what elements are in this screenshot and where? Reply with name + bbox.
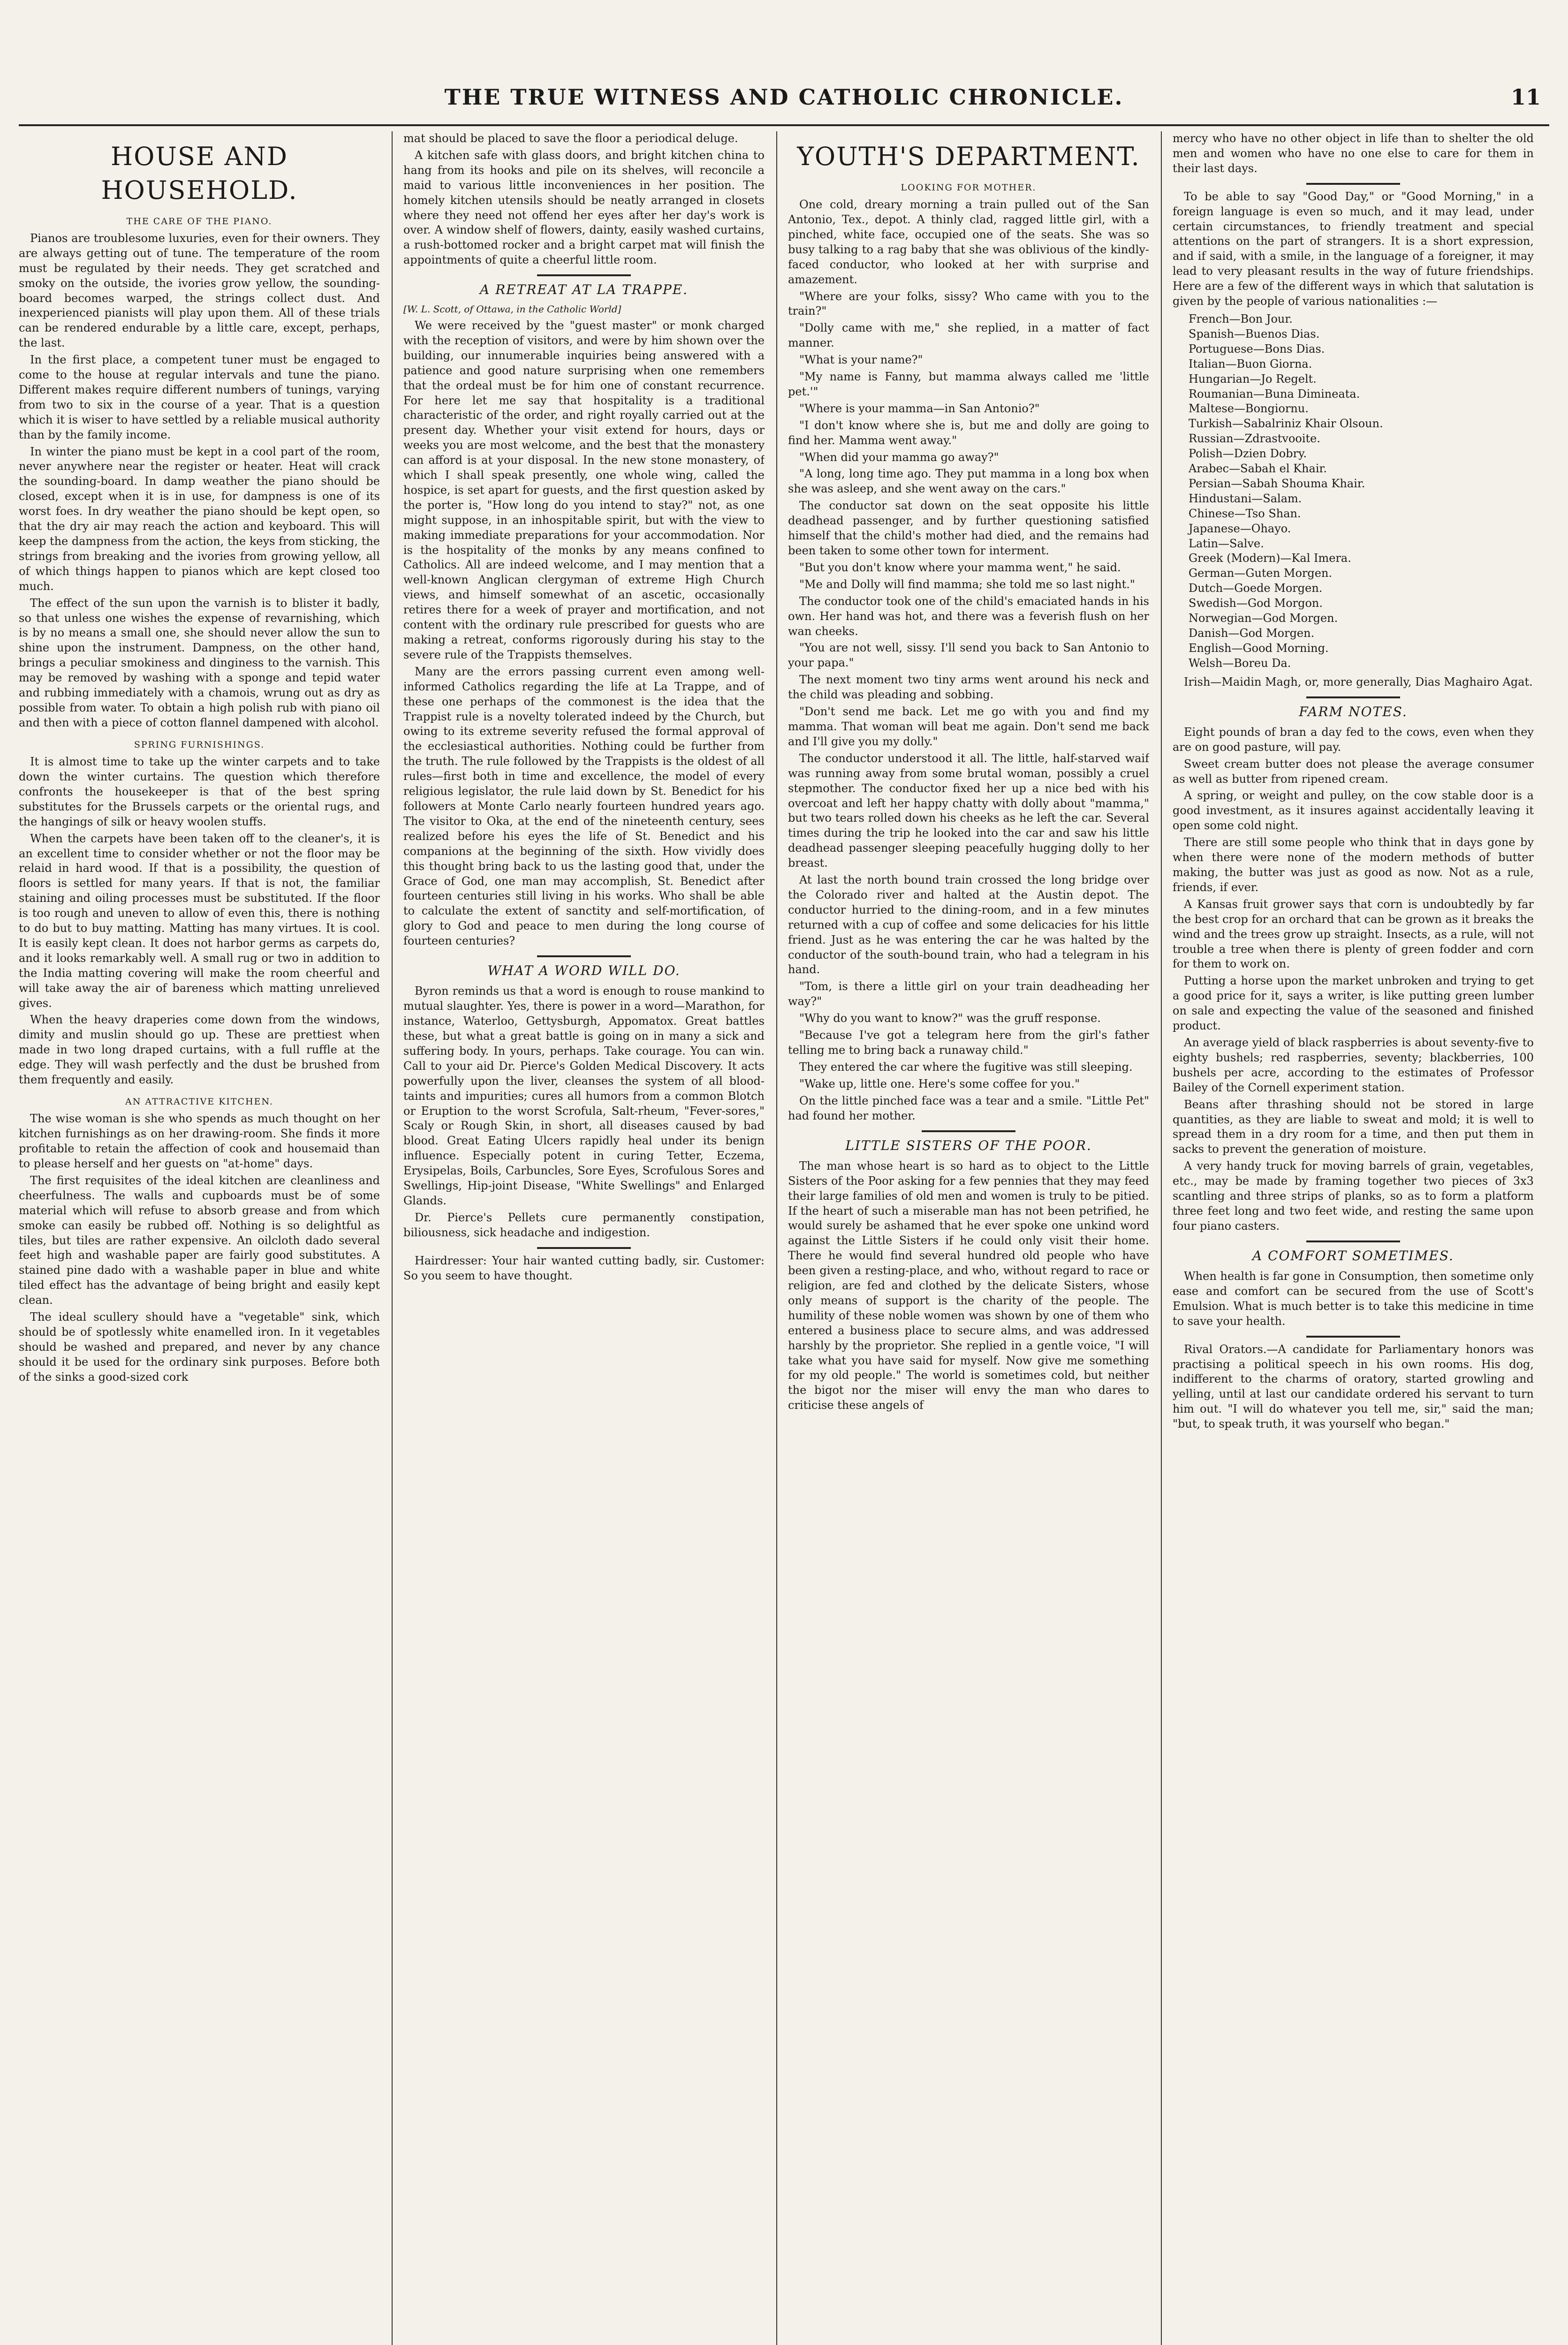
list-item: Danish—God Morgen. [1189, 627, 1315, 640]
paragraph: Hairdresser: Your hair wanted cutting badly, sir. Customer: So you seem to have thought. [403, 1254, 765, 1282]
article-title: FARM NOTES. [1299, 704, 1408, 719]
paragraph: Many are the errors passing current even among well-informed Catholics regarding the life at La Trappe, and of these one perhaps of the commonest is the idea that the Trappist rule is a novelty tolerated indeed by the Church, but owing to its extreme severity refused the formal approval of the ecclesiastical authorities. Nothing could be further from the truth. The rule followed by the Trappists is the oldest of all rules—first both in time and excellence, the model of every religious legislator, the rule laid down by St. Benedict for his followers at Monte Carlo nearly fourteen hundred years ago. The visitor to Oka, at the end of the nineteenth century, sees realized before his eyes the life of St. Benedict and his companions at the beginning of the sixth. How vividly does this thought bring back to us the lasting good that, under the Grace of God, one man may accomplish, St. Benedict after fourteen centuries still living in his works. Who shall be able to calculate the extent of sanctity and self-mortification, of glory to God and peace to men during the long course of fourteen centuries? [403, 665, 765, 948]
paragraph: Dr. Pierce's Pellets cure permanently constipation, biliousness, sick headache and indigestion. [403, 1210, 765, 1239]
paragraph: A spring, or weight and pulley, on the cow stable door is a good investment, as it insures against accidentally leaving it open some cold night. [1173, 789, 1534, 832]
paragraph: A Kansas fruit grower says that corn is undoubtedly by far the best crop for an orchard that can be grown as it breaks the wind and the trees grow up straight. Insects, as a rule, will not trouble a tree when there is plenty of green fodder and corn for them to work on. [1173, 897, 1534, 971]
list-item: Hindustani—Salam. [1189, 492, 1302, 505]
article-title: A COMFORT SOMETIMES. [1252, 1248, 1454, 1263]
paragraph: "Because I've got a telegram here from the girl's father telling me to bring back a runaway child." [788, 1029, 1149, 1057]
paragraph: "Where is your mamma—in San Antonio?" [799, 401, 1040, 415]
article-title: LITTLE SISTERS OF THE POOR. [845, 1137, 1092, 1153]
list-item: Dutch—Goede Morgen. [1189, 582, 1323, 595]
paragraph: Pianos are troublesome luxuries, even for their owners. They are always getting out of tune. The temperature of the room must be regulated by their needs. They get scratched and smoky on the outside, the ivories grow yellow, the sounding-board becomes warped, the strings collect dust. And inexperienced pianists will play upon them. All of these trials can be rendered endurable by a little care, except, perhaps, the last. [19, 231, 380, 350]
paragraph: The wise woman is she who spends as much thought on her kitchen furnishings as on her drawing-room. She finds it more profitable to retain the affection of cook and housemaid than to please herself and her guests on "at-home" days. [19, 1112, 380, 1170]
list-item: Portuguese—Bons Dias. [1189, 342, 1325, 356]
paragraph: "Don't send me back. Let me go with you and find my mamma. That woman will beat me again. Don't send me back and I'll give you my dolly." [788, 705, 1149, 748]
paragraph: The next moment two tiny arms went around his neck and the child was pleading and sobbing. [788, 673, 1149, 702]
paragraph: The ideal scullery should have a "vegetable" sink, which should be of spotlessly white enamelled iron. In it vegetables should be washed and prepared, and never by any chance should it be used for the ordinary sink purposes. Before both of the sinks a good-sized cork [19, 1310, 380, 1384]
paragraph: When the carpets have been taken off to the cleaner's, it is an excellent time to consider whether or not the floor may be relaid in hard wood. If that is a possibility, the question of floors is settled for many years. If that is not, the familiar staining and oiling processes must be substituted. If the floor is too rough and uneven to allow of even this, there is nothing to do but to buy matting. Matting has many virtues. It is cool. It is easily kept clean. It does not harbor germs as carpets do, and it looks remarkably well. A small rug or two in addition to the India matting covering will make the room cheerful and will take away the air of bareness which matting unrelieved gives. [19, 832, 380, 1010]
article-title: SPRING FURNISHINGS. [134, 739, 265, 750]
paragraph: When health is far gone in Consumption, then sometime only ease and comfort can be secured from the use of Scott's Emulsion. What is much better is to take this medicine in time to save your health. [1173, 1270, 1534, 1328]
column-divider [392, 131, 393, 2345]
article-title: AN ATTRACTIVE KITCHEN. [125, 1097, 273, 1107]
list-item: Japanese—Ohayo. [1189, 522, 1291, 535]
list-item: Hungarian—Jo Regelt. [1189, 372, 1317, 386]
paragraph: An average yield of black raspberries is about seventy-five to eighty bushels; red raspberries, seventy; blackberries, 100 bushels per acre, according to the estimates of Professor Bailey of the Cornell experiment station. [1173, 1036, 1534, 1094]
list-item: English—Good Morning. [1189, 641, 1329, 655]
paragraph: Irish—Maidin Magh, or, more generally, Dias Maghairo Agat. [1184, 675, 1533, 688]
paragraph: We were received by the "guest master" or monk charged with the reception of visitors, and were by him shown over the building, our innumerable inquiries being answered with a patience and good nature surprising when one remembers that the ordeal must be for him one of constant recurrence. For here let me say that hospitality is a traditional characteristic of the order, and right royally carried out at the present day. Whether your visit extend for hours, days or weeks you are most welcome, and the best that the monastery can afford is at your disposal. In the new stone monastery, of which I shall speak presently, one whole wing, called the hospice, is set apart for guests, and the first question asked by the porter is, "How long do you intend to stay?" not, as one might suppose, in an inhospitable spirit, but with the view to making immediate preparations for your accommodation. Nor is the hospitality of the monks by any means confined to Catholics. All are indeed welcome, and I may mention that a well-known Anglican clergyman of extreme High Church views, and himself somewhat of an ascetic, occasionally retires there for a week of prayer and mortification, and not content with the ordinary rule prescribed for guests who are making a retreat, conforms rigorously during his stay to the severe rule of the Trappists themselves. [403, 318, 765, 661]
column-youth [788, 131, 1149, 2345]
header-rule [19, 124, 1549, 126]
column-divider [776, 131, 777, 2345]
list-item: Russian—Zdrastvooite. [1189, 432, 1320, 446]
column-four [1173, 131, 1534, 2345]
paragraph: "Why do you want to know?" was the gruff response. [799, 1012, 1101, 1025]
article-title: WHAT A WORD WILL DO. [487, 963, 681, 979]
paragraph: "A long, long time ago. They put mamma in a long box when she was asleep, and she went away on the cars." [788, 467, 1149, 496]
newspaper-title: THE TRUE WITNESS AND CATHOLIC CHRONICLE. [444, 84, 1124, 110]
list-item: Swedish—God Morgon. [1189, 597, 1323, 610]
paragraph: mercy who have no other object in life than to shelter the old men and women who have no one else to care for them in their last days. [1173, 132, 1534, 175]
paragraph: Sweet cream butter does not please the average consumer as well as butter from ripened cream. [1173, 757, 1534, 786]
paragraph: It is almost time to take up the winter carpets and to take down the winter curtains. The question which therefore confronts the housekeeper is that of the best spring substitutes for the Brussels carpets or the oriental rugs, and the hangings of silk or heavy woolen stuffs. [19, 755, 380, 828]
paragraph: Beans after thrashing should not be stored in large quantities, as they are liable to sweat and mold; it is well to spread them in a dry room for a time, and then put them in sacks to prevent the generation of moisture. [1173, 1097, 1534, 1156]
masthead [19, 84, 1549, 127]
list-item: Italian—Buon Giorna. [1189, 357, 1312, 371]
list-item: Turkish—Sabalriniz Khair Olsoun. [1189, 417, 1383, 431]
list-item: Norwegian—God Morgen. [1189, 612, 1338, 625]
paragraph: In winter the piano must be kept in a cool part of the room, never anywhere near the register or heater. Heat will crack the sounding-board. In damp weather the piano should be closed, except when it is in use, for dampness is one of its worst foes. In dry weather the piano should be kept open, so that the dry air may reach the action and keyboard. This will keep the dampness from the action, the keys from sticking, the strings from breaking and the ivories from growing yellow, all of which things happen to pianos which are kept closed too much. [19, 445, 380, 593]
column-divider [1161, 131, 1162, 2345]
paragraph: A very handy truck for moving barrels of grain, vegetables, etc., may be made by framing together two pieces of 3x3 scantling and three strips of planks, so as to form a platform three feet long and two feet wide, and resting the same upon four piano casters. [1173, 1159, 1534, 1233]
paragraph: Byron reminds us that a word is enough to rouse mankind to mutual slaughter. Yes, there is power in a word—Marathon, for instance, Waterloo, Gettysburgh, Appomatox. Great battles these, but what a great battle is going on in many a sick and suffering body. In yours, perhaps. Take courage. You can win. Call to your aid Dr. Pierce's Golden Medical Discovery. It acts powerfully upon the liver, cleanses the system of all blood-taints and impurities; cures all humors from a common Blotch or Eruption to the worst Scrofula, Salt-rheum, "Fever-sores," Scaly or Rough Skin, in short, all diseases caused by bad blood. Great Eating Ulcers rapidly heal under its benign influence. Especially potent in curing Tetter, Eczema, Erysipelas, Boils, Carbuncles, Sore Eyes, Scrofulous Sores and Swellings, Hip-joint Disease, "White Swellings" and Enlarged Glands. [403, 984, 765, 1207]
list-item: Welsh—Boreu Da. [1189, 656, 1291, 670]
paragraph: "I don't know where she is, but me and dolly are going to find her. Mamma went away." [788, 418, 1149, 447]
separator-rule [537, 274, 631, 276]
byline: [W. L. Scott, of Ottawa, in the Catholic World] [403, 303, 621, 315]
paragraph: "Tom, is there a little girl on your train deadheading her way?" [788, 980, 1149, 1008]
greetings-list [1189, 312, 1534, 671]
paragraph: "When did your mamma go away?" [799, 450, 999, 464]
paragraph: They entered the car where the fugitive was still sleeping. [799, 1060, 1133, 1074]
article-title: LOOKING FOR MOTHER. [901, 182, 1037, 193]
column-household [19, 131, 380, 2345]
section-heading: YOUTH'S DEPARTMENT. [797, 142, 1140, 171]
article-title: A RETREAT AT LA TRAPPE. [479, 282, 689, 298]
separator-rule [1306, 183, 1400, 185]
paragraph: The conductor understood it all. The little, half-starved waif was running away from some brutal woman, possibly a cruel stepmother. The conductor fixed her up a nice bed with his overcoat and left her happy chatty with dolly about "mamma," but two tears rolled down his cheeks as he left the car. Several times during the trip he looked into the car and saw his little deadhead passenger sleeping peacefully hugging dolly to her breast. [788, 751, 1149, 870]
separator-rule [1306, 1241, 1400, 1242]
separator-rule [537, 1247, 631, 1249]
separator-rule [537, 955, 631, 957]
list-item: Latin—Salve. [1189, 537, 1264, 550]
page-number: 11 [1510, 84, 1541, 110]
paragraph: The conductor took one of the child's emaciated hands in his own. Her hand was hot, and there was a feverish flush on her wan cheeks. [788, 594, 1149, 638]
paragraph: "Wake up, little one. Here's some coffee for you." [799, 1077, 1080, 1090]
column-two [403, 131, 765, 2345]
article-title: THE CARE OF THE PIANO. [126, 216, 273, 227]
paragraph: In the first place, a competent tuner must be engaged to come to the house at regular intervals and tune the piano. Different makes require different numbers of tunings, varying from two to six in the course of a year. That is a question which it is wiser to have settled by a reliable musical authority than by the family income. [19, 353, 380, 441]
paragraph: The first requisites of the ideal kitchen are cleanliness and cheerfulness. The walls and cupboards must be of some material which will refuse to absorb grease and from which smoke can easily be rubbed off. Nothing is so delightful as tiles, but tiles are rather expensive. An oilcloth dado several feet high and washable paper are fairly good substitutes. A stained pine dado with a washable paper in blue and white tiled effect has the advantage of being bright and easily kept clean. [19, 1173, 380, 1307]
paragraph: mat should be placed to save the floor a periodical deluge. [403, 132, 738, 145]
list-item: Chinese—Tso Shan. [1189, 507, 1301, 520]
list-item: Persian—Sabah Shouma Khair. [1189, 477, 1365, 490]
list-item: German—Guten Morgen. [1189, 567, 1333, 580]
list-item: Maltese—Bongiornu. [1189, 402, 1309, 416]
list-item: Arabec—Sabah el Khair. [1189, 462, 1327, 476]
paragraph: "My name is Fanny, but mamma always called me 'little pet.'" [788, 370, 1149, 398]
paragraph: The conductor sat down on the seat opposite his little deadhead passenger, and by further questioning satisfied himself that the child's mother had died, and the remains had been taken to some other town for interment. [788, 499, 1149, 558]
paragraph: When the heavy draperies come down from the windows, dimity and muslin should go up. These are prettiest when made in two long draped curtains, with a full ruffle at the edge. They will wash perfectly and the dust be brushed from them frequently and easily. [19, 1013, 380, 1087]
paragraph: There are still some people who think that in days gone by when there were none of the modern methods of butter making, the butter was just as good as now. Not as a rule, friends, if ever. [1173, 836, 1534, 894]
paragraph: The effect of the sun upon the varnish is to blister it badly, so that unless one wishes the expense of revarnishing, which is by no means a small one, she should never allow the sun to shine upon the instrument. Dampness, on the other hand, brings a peculiar smokiness and dinginess to the varnish. This may be removed by washing with a sponge and tepid water and rubbing immediately with a chamois, wrung out as dry as possible from water. To obtain a high polish rub with piano oil and then with a piece of cotton flannel dampened with alcohol. [19, 596, 380, 729]
paragraph: "What is your name?" [799, 353, 923, 367]
list-item: Polish—Dzien Dobry. [1189, 447, 1307, 461]
list-item: Roumanian—Buna Dimineata. [1189, 387, 1360, 401]
section-heading: HOUSE AND HOUSEHOLD. [101, 142, 298, 205]
separator-rule [1306, 1336, 1400, 1338]
list-item: Spanish—Buenos Dias. [1189, 327, 1320, 340]
separator-rule [1306, 696, 1400, 698]
paragraph: A kitchen safe with glass doors, and bright kitchen china to hang from its hooks and pile on its shelves, will reconcile a maid to various little inconveniences in her position. The homely kitchen utensils should be neatly arranged in closets where they need not offend her eyes after her day's work is over. A window shelf of flowers, dainty, easily washed curtains, a rush-bottomed rocker and a bright carpet mat will finish the appointments of quite a cheerful little room. [403, 148, 765, 267]
separator-rule [922, 1130, 1015, 1132]
list-item: French—Bon Jour. [1189, 312, 1293, 325]
list-item: Greek (Modern)—Kal Imera. [1189, 552, 1351, 565]
paragraph: One cold, dreary morning a train pulled out of the San Antonio, Tex., depot. A thinly clad, ragged little girl, with a pinched, white face, occupied one of the seats. She was so busy talking to a rag baby that she was oblivious of the kindly-faced conductor, who looked at her with surprise and amazement. [788, 198, 1149, 286]
paragraph: To be able to say "Good Day," or "Good Morning," in a foreign language is even so much, and it may lead, under certain circumstances, to friendly treatment and special attentions on the part of strangers. It is a short expression, and if said, with a smile, in the language of a foreigner, it may lead to very pleasant results in the way of future friendships. Here are a few of the different ways in which that salutation is given by the people of various nationalities :— [1173, 189, 1534, 308]
paragraph: "But you don't know where your mamma went," he said. [799, 560, 1121, 574]
paragraph: "Where are your folks, sissy? Who came with you to the train?" [788, 289, 1149, 318]
paragraph: Rival Orators.—A candidate for Parliamentary honors was practising a political speech in his own rooms. His dog, indifferent to the charms of oratory, started growling and yelling, until at last our candidate ordered his servant to turn him out. "I will do whatever you tell me, sir," said the man; "but, to speak truth, it was yourself who began." [1173, 1342, 1534, 1431]
paragraph: Putting a horse upon the market unbroken and trying to get a good price for it, says a writer, is like putting green lumber on sale and expecting the value of the seasoned and finished product. [1173, 974, 1534, 1033]
paragraph: The man whose heart is so hard as to object to the Little Sisters of the Poor asking for a few pennies that they may feed their large families of old men and women is truly to be pitied. If the heart of such a miserable man has not been petrified, he would surely be ashamed that he ever spoke one unkind word against the Little Sisters if he could only visit their home. There he would find several hundred old people who have been given a resting-place, and who, without regard to race or religion, are fed and clothed by the delicate Sisters, whose only means of support is the charity of the people. The humility of these noble women was shown by one of them who entered a business place to secure alms, and was addressed harshly by the proprietor. She replied in a gentle voice, "I will take what you have said for myself. Now give me something for my old people." The world is sometimes cold, but neither the bigot nor the miser will envy the man who dares to criticise these angels of [788, 1159, 1149, 1412]
paragraph: On the little pinched face was a tear and a smile. "Little Pet" had found her mother. [788, 1094, 1149, 1122]
paragraph: Eight pounds of bran a day fed to the cows, even when they are on good pasture, will pay. [1173, 725, 1534, 754]
paragraph: At last the north bound train crossed the long bridge over the Colorado river and halted at the Austin depot. The conductor hurried to the dining-room, and in a few minutes returned with a cup of coffee and some delicacies for his little friend. Just as he was entering the car he was halted by the conductor of the south-bound train, who had a telegram in his hand. [788, 873, 1149, 976]
paragraph: "You are not well, sissy. I'll send you back to San Antonio to your papa." [788, 641, 1149, 670]
paragraph: "Dolly came with me," she replied, in a matter of fact manner. [788, 321, 1149, 350]
paragraph: "Me and Dolly will find mamma; she told me so last night." [799, 577, 1135, 591]
